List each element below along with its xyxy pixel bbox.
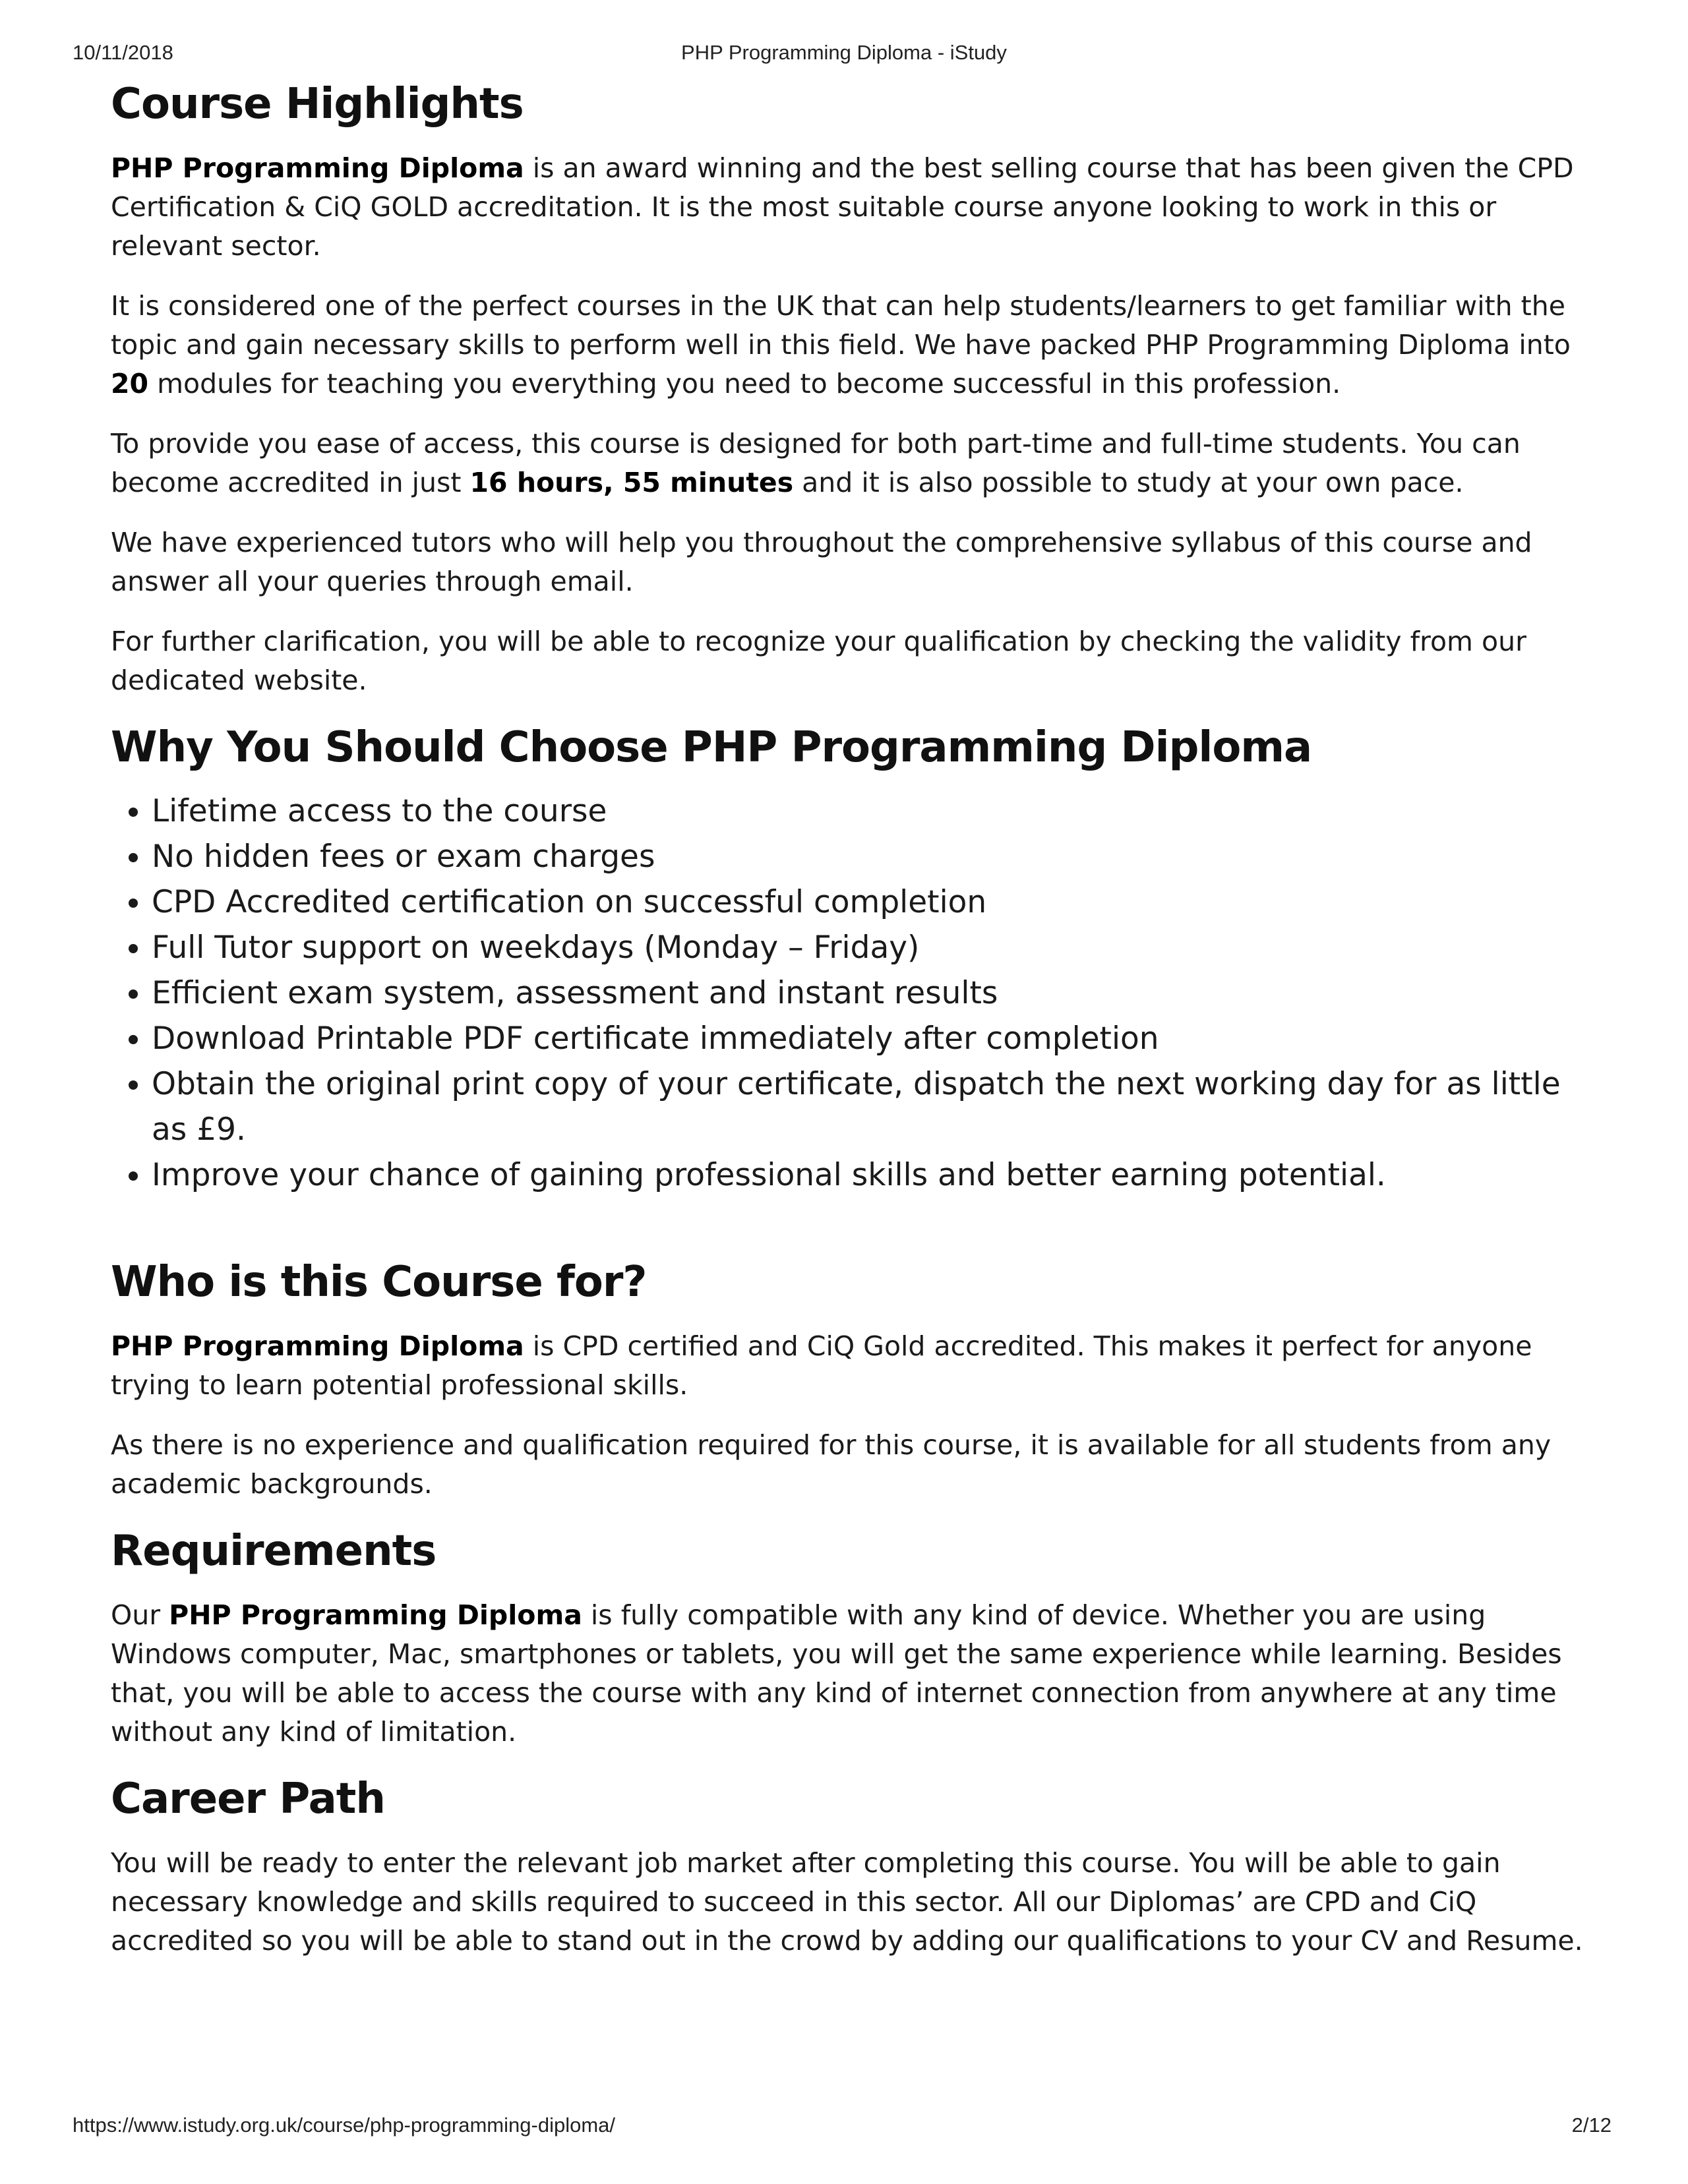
module-count: 20 xyxy=(111,368,149,399)
highlights-paragraph-2-text-b: modules for teaching you everything you need to become successful in this profession. xyxy=(148,368,1341,399)
list-item: • Lifetime access to the course xyxy=(152,788,1594,834)
heading-course-highlights: Course Highlights xyxy=(111,80,524,129)
who-paragraph-2: As there is no experience and qualification required for this course, it is available for all students from any academic backgrounds. xyxy=(111,1429,1552,1500)
highlights-paragraph-4: We have experienced tutors who will help you throughout the comprehensive syllabus of this course and answer all your queries through email. xyxy=(111,527,1532,597)
print-date: 10/11/2018 xyxy=(73,41,173,64)
list-item: • CPD Accredited certification on successful completion xyxy=(152,879,1594,925)
list-item: • Efficient exam system, assessment and instant results xyxy=(152,970,1594,1016)
requirements-paragraph xyxy=(111,1596,1594,1752)
highlights-paragraph-3-text-b: and it is also possible to study at your own pace. xyxy=(793,467,1464,498)
heading-who-for: Who is this Course for? xyxy=(111,1258,647,1307)
section-career-path xyxy=(111,1773,1594,1961)
who-paragraph-1-text: is CPD certified and CiQ Gold accredited. This makes it perfect for anyone trying to learn potential professional skills. xyxy=(111,1330,1532,1401)
print-header xyxy=(0,41,1688,67)
highlights-paragraph-3-text-a: To provide you ease of access, this course is designed for both part-time and full-time students. You can become accredited in just xyxy=(111,428,1521,498)
course-duration: 16 hours, 55 minutes xyxy=(469,467,794,498)
print-footer xyxy=(0,2113,1688,2140)
list-item: • No hidden fees or exam charges xyxy=(152,834,1594,879)
highlights-paragraph-1 xyxy=(111,149,1594,266)
highlights-paragraph-2-text-a: It is considered one of the perfect courses in the UK that can help students/learners to get familiar with the topic and gain necessary skills to perform well in this field. We have packed PHP Programming Diploma into xyxy=(111,290,1571,361)
list-item: • Full Tutor support on weekdays (Monday – Friday) xyxy=(152,925,1594,970)
section-requirements xyxy=(111,1525,1594,1752)
highlights-paragraph-2 xyxy=(111,287,1594,403)
section-who-for xyxy=(111,1256,1594,1504)
career-paragraph: You will be ready to enter the relevant job market after completing this course. You will be able to gain necessary knowledge and skills required to succeed in this sector. All our Diplomas’ are CPD and CiQ accredited so you will be able to stand out in the crowd by adding our qualifications to your CV and Resume. xyxy=(111,1847,1583,1957)
heading-career-path: Career Path xyxy=(111,1775,385,1823)
page-content xyxy=(111,78,1594,1982)
page-url: https://www.istudy.org.uk/course/php-programming-diploma/ xyxy=(73,2113,615,2137)
list-item: • Obtain the original print copy of your certificate, dispatch the next working day for as little as £9. xyxy=(152,1061,1594,1152)
benefits-list xyxy=(111,788,1594,1198)
print-title: PHP Programming Diploma - iStudy xyxy=(681,41,1007,64)
highlights-paragraph-3 xyxy=(111,425,1594,502)
requirements-text-a: Our xyxy=(111,1599,169,1631)
highlights-paragraph-1-text: is an award winning and the best selling course that has been given the CPD Certification & CiQ GOLD accreditation. It is the most suitable course anyone looking to work in this or relevant sector. xyxy=(111,152,1574,262)
course-name-bold: PHP Programming Diploma xyxy=(111,152,524,184)
heading-why-choose: Why You Should Choose PHP Programming Diploma xyxy=(111,723,1312,772)
highlights-paragraph-5: For further clarification, you will be able to recognize your qualification by checking the validity from our dedicated website. xyxy=(111,626,1526,696)
page-number: 2/12 xyxy=(1571,2113,1612,2137)
section-why-choose xyxy=(111,721,1594,1198)
heading-requirements: Requirements xyxy=(111,1527,437,1576)
who-paragraph-1 xyxy=(111,1327,1594,1405)
course-name-bold: PHP Programming Diploma xyxy=(169,1599,582,1631)
spacer xyxy=(111,1224,1594,1256)
section-course-highlights xyxy=(111,78,1594,700)
requirements-text-b: is fully compatible with any kind of device. Whether you are using Windows computer, Mac, smartphones or tablets, you will get the same experience while learning. Besides that, you will be able to access the course with any kind of internet connection from anywhere at any time without any kind of limitation. xyxy=(111,1599,1562,1748)
list-item: • Download Printable PDF certificate immediately after completion xyxy=(152,1016,1594,1061)
course-name-bold: PHP Programming Diploma xyxy=(111,1330,524,1362)
list-item: • Improve your chance of gaining professional skills and better earning potential. xyxy=(152,1152,1594,1198)
